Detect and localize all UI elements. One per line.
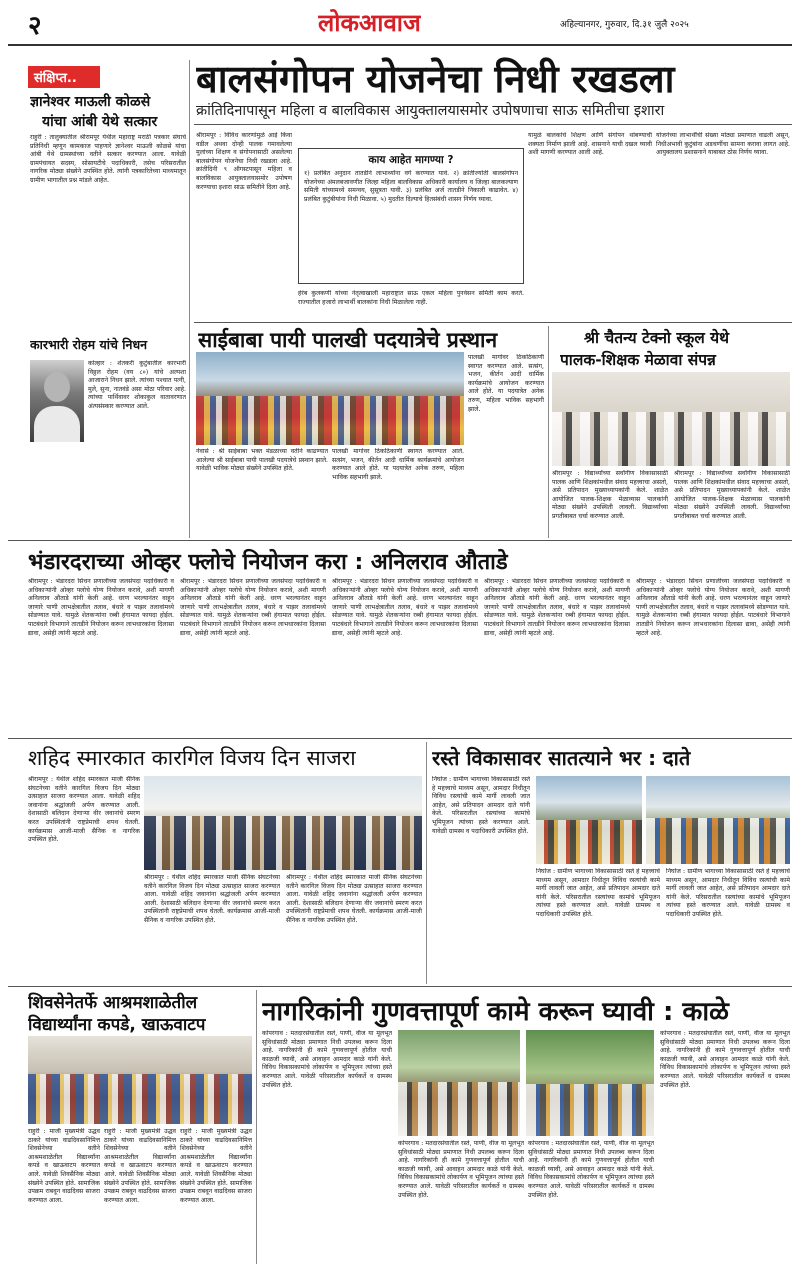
lead-body-3: यामुळे बालकांचे शिक्षण आणि संगोपन थांबण्याची शक्यता निर्माण झाली आहे. शासनाने याची दखल घ्यावी अशी मागणी करण्यात आली आहे.	[528, 132, 652, 157]
portrait-shoulders-shape	[34, 406, 80, 442]
section-rule-1	[8, 540, 792, 541]
kargil-body-1: श्रीरामपूर : येथील शहिद स्मारकात माजी सैनिक संघटनेच्या वतीने कारगिल विजय दिन मोठ्या उत्साहात साजरा करण्यात आला. यावेळी शहिद जवानांना श्रद्धांजली अर्पण करण्यात आली. देशासाठी बलिदान देणाऱ्या वीर जवानांचे स्मरण करत उपस्थितांनी राष्ट्रप्रेमाची शपथ घेतली. कार्यक्रमास आजी-माजी सैनिक व नागरिक उपस्थित होते.	[28, 776, 140, 844]
kale-body-3: कोपरगाव : मतदारसंघातील रस्ते, पाणी, वीज या मूलभूत सुविधांसाठी मोठ्या प्रमाणात निधी उपलब्ध करून दिला आहे. नागरिकांनी ही कामे गुणवत्तापूर्ण होतील याची काळजी घ्यावी, असे आवाहन आमदार काळे यांनी केले. विविध विकासकामांचे लोकार्पण व भूमिपूजन त्यांच्या हस्ते करण्यात आले. यावेळी परिसरातील कार्यकर्ते व ग्रामस्थ उपस्थित होते.	[528, 1140, 654, 1199]
chaitanya-photo	[552, 372, 790, 466]
obituary-body: कोल्हार : शेतकरी कुटुंबातील कारभारी विठ्ठल रोहम (वय ८०) यांचे अल्पशा आजाराने निधन झाले. त्यांच्या पश्चात पत्नी, मुले, सुना, नातवंडे असा मोठा परिवार आहे. त्यांच्या पार्थिवावर शोकाकुल वातावरणात अंत्यसंस्कार करण्यात आले.	[88, 360, 186, 410]
road-group-shape	[646, 818, 790, 864]
chaitanya-body: श्रीरामपूर : विद्यार्थ्यांच्या सर्वांगीण विकासासाठी पालक आणि शिक्षकांमधील संवाद महत्त्वाचा असतो, असे प्रतिपादन मुख्याध्यापकांनी केले. शाळेत आयोजित पालक-शिक्षक मेळाव्यास पालकांनी मोठ्या संख्येने उपस्थिती लावली. विद्यार्थ्यांच्या प्रगतीबाबत चर्चा करण्यात आली.	[552, 470, 668, 520]
portrait-photo	[30, 360, 84, 442]
ashram-body-2: राहुरी : माजी मुख्यमंत्री उद्धव ठाकरे यांच्या वाढदिवसानिमित्त शिवसेनेच्या वतीने आश्रमशाळेतील विद्यार्थ्यांना कपडे व खाऊवाटप करण्यात आले. यावेळी शिवसैनिक मोठ्या संख्येने उपस्थित होते. सामाजिक उपक्रम राबवून वाढदिवस साजरा करण्यात आला.	[104, 1128, 176, 1204]
chaitanya-headline: श्री चैतन्य टेक्नो स्कूल येथे	[584, 329, 730, 347]
ashram-photo	[28, 1036, 252, 1124]
kale-group-shape	[398, 1082, 520, 1136]
ashram-children-shape	[28, 1074, 252, 1124]
brief-headline-3: कारभारी रोहम यांचे निधन	[30, 337, 148, 352]
ashram-headline-2: विद्यार्थ्यांना कपडे, खाऊवाटप	[28, 1015, 206, 1035]
palkhi-caption: नेवासे : श्री साईबाबा भक्त मंडळाच्या वतीने काढण्यात आलेल्या श्री साईबाबा पायी पालखी पदयात्रेचे प्रस्थान झाले. यावेळी भाविक मोठ्या संख्येने उपस्थित होते.	[196, 448, 328, 473]
brief-headline-2: यांचा आंबी येथे सत्कार	[42, 114, 158, 130]
palkhi-body: पालखी मार्गावर ठिकठिकाणी स्वागत करण्यात आले. सत्संग, भजन, कीर्तन आदी धार्मिक कार्यक्रमांचे आयोजन करण्यात आले होते. या पदयात्रेत अनेक तरुण, महिला भाविक सहभागी झाले.	[332, 448, 464, 481]
road-crowd-shape	[536, 820, 642, 864]
brief-headline: ज्ञानेश्वर माऊली कोळसे	[30, 94, 151, 110]
lead-body-2: हेरंब कुलकर्णी यांच्या नेतृत्वाखाली महाराष्ट्रात साऊ एकल महिला पुनर्वसन समिती काम करते. राज्यातील हजारो लाभार्थी बालकांना निधी मिळालेला नाही.	[298, 290, 524, 306]
chaitanya-body-2: श्रीरामपूर : विद्यार्थ्यांच्या सर्वांगीण विकासासाठी पालक आणि शिक्षकांमधील संवाद महत्त्वाचा असतो, असे प्रतिपादन मुख्याध्यापकांनी केले. शाळेत आयोजित पालक-शिक्षक मेळाव्यास पालकांनी मोठ्या संख्येने उपस्थिती लावली. विद्यार्थ्यांच्या प्रगतीबाबत चर्चा करण्यात आली.	[674, 470, 790, 520]
lead-body-1: श्रीरामपूर : विविध कारणांमुळे आई किंवा वडील अथवा दोन्ही पालक गमावलेल्या मुलांच्या शिक्षण व संगोपनासाठी असलेल्या बालसंगोपन योजनेचा निधी रखडला आहे. क्रांतीदिनी ९ ऑगस्टपासून महिला व बालविकास आयुक्तालयासमोर उपोषण करण्याचा इशारा साऊ समितीने दिला आहे.	[196, 132, 292, 191]
bhandar-headline: भंडारदराच्या ओव्हर फ्लोचे नियोजन करा : अनिलराव औताडे	[28, 550, 508, 575]
masthead-rule	[8, 44, 792, 46]
page-number: २	[28, 11, 42, 41]
chaitanya-headline-2: पालक-शिक्षक मेळावा संपन्न	[560, 351, 716, 369]
palkhi-headline: साईबाबा पायी पालखी पदयात्रेचे प्रस्थान	[198, 328, 498, 352]
section-rule-3	[8, 986, 792, 987]
kargil-column-rule	[426, 742, 427, 984]
kargil-group-shape	[144, 816, 422, 870]
road-headline: रस्ते विकासावर सातत्याने भर : दाते	[432, 746, 691, 770]
demands-box-body: १) प्रलंबित अनुदान तातडीने लाभार्थ्यांना वर्ग करण्यात यावे. २) क्रांतीज्योती बालसंगोपन योजनेच्या अंमलबजावणीत जिल्हा महिला बालविकास अधिकारी कार्यालय व जिल्हा बालकल्याण समिती यांच्यामध्ये समन्वय, सुसूत्रता यावी. ३) प्रलंबित अर्ज तातडीने निकाली काढावेत. ४) प्रलंबित कुटुंबीयांना निधी मिळावा. ५) मुदतीत दिल्याचे हितसंबंधी शासन निर्णय घ्यावा.	[304, 170, 518, 203]
section-rule-2	[8, 738, 792, 739]
kale-inauguration-shape	[526, 1084, 654, 1136]
brief-body: राहुरी : तालुक्यातील श्रीरामपूर येथील महाराष्ट्र मराठी पत्रकार संघाचे प्रतिनिधी म्हणून कामकाज पाहणारे ज्ञानेश्वर माऊली कोळसे यांचा आंबी येथे ग्रामस्थांच्या वतीने सत्कार करण्यात आला. यावेळी ग्रामपंचायत सदस्य, सोसायटीचे पदाधिकारी, तसेच परिसरातील नागरिक मोठ्या संख्येने उपस्थित होते. त्यांनी पत्रकारितेच्या माध्यमातून ग्रामीण भागातील प्रश्न मांडले आहेत.	[30, 134, 186, 184]
demands-box	[298, 148, 524, 284]
lead-subhead: क्रांतिदिनापासून महिला व बालविकास आयुक्तालयासमोर उपोषणाचा साऊ समितीचा इशारा	[196, 103, 665, 119]
bhandar-body-1: श्रीरामपूर : भंडारदरा सिंचन प्रणालीच्या जलसंपदा पदाधिकारी व अधिकाऱ्यांनी ओव्हर फ्लोचे योग्य नियोजन करावे, अशी मागणी अनिलराव औताडे यांनी केली आहे. धरण भरल्यानंतर वाहून जाणारे पाणी लाभक्षेत्रातील तलाव, बंधारे व पाझर तलावांमध्ये सोडण्यात यावे. यामुळे शेतकऱ्यांना रब्बी हंगामात फायदा होईल. पाटबंधारे विभागाने तातडीने नियोजन करून लाभधारकांना दिलासा द्यावा, असेही त्यांनी म्हटले आहे.	[28, 578, 174, 637]
kale-headline: नागरिकांनी गुणवत्तापूर्ण कामे करून घ्यावी : काळे	[262, 997, 729, 1027]
lead-headline: बालसंगोपन योजनेचा निधी रखडला	[196, 57, 675, 101]
kale-body-4: कोपरगाव : मतदारसंघातील रस्ते, पाणी, वीज या मूलभूत सुविधांसाठी मोठ्या प्रमाणात निधी उपलब्ध करून दिला आहे. नागरिकांनी ही कामे गुणवत्तापूर्ण होतील याची काळजी घ्यावी, असे आवाहन आमदार काळे यांनी केले. विविध विकासकामांचे लोकार्पण व भूमिपूजन त्यांच्या हस्ते करण्यात आले. यावेळी परिसरातील कार्यकर्ते व ग्रामस्थ उपस्थित होते.	[660, 1030, 790, 1089]
road-body-1: निघोज : ग्रामीण भागाच्या विकासासाठी रस्ते हे महत्त्वाचे माध्यम असून, आमदार निधीतून विविध रस्त्यांची कामे मार्गी लावली जात आहेत, असे प्रतिपादन आमदार दाते यांनी केले. परिसरातील रस्त्यांच्या कामांचे भूमिपूजन त्यांच्या हस्ते करण्यात आले. यावेळी ग्रामस्थ व पदाधिकारी उपस्थित होते.	[432, 776, 530, 835]
road-photo-2	[646, 776, 790, 864]
bhandar-body-4: श्रीरामपूर : भंडारदरा सिंचन प्रणालीच्या जलसंपदा पदाधिकारी व अधिकाऱ्यांनी ओव्हर फ्लोचे योग्य नियोजन करावे, अशी मागणी अनिलराव औताडे यांनी केली आहे. धरण भरल्यानंतर वाहून जाणारे पाणी लाभक्षेत्रातील तलाव, बंधारे व पाझर तलावांमध्ये सोडण्यात यावे. यामुळे शेतकऱ्यांना रब्बी हंगामात फायदा होईल. पाटबंधारे विभागाने तातडीने नियोजन करून लाभधारकांना दिलासा द्यावा, असेही त्यांनी म्हटले आहे.	[484, 578, 630, 637]
newspaper-logo: लोकआवाज	[318, 9, 421, 37]
kargil-body-3: श्रीरामपूर : येथील शहिद स्मारकात माजी सैनिक संघटनेच्या वतीने कारगिल विजय दिन मोठ्या उत्साहात साजरा करण्यात आला. यावेळी शहिद जवानांना श्रद्धांजली अर्पण करण्यात आली. देशासाठी बलिदान देणाऱ्या वीर जवानांचे स्मरण करत उपस्थितांनी राष्ट्रप्रेमाची शपथ घेतली. कार्यक्रमास आजी-माजी सैनिक व नागरिक उपस्थित होते.	[286, 874, 422, 924]
lead-subhead-rule	[194, 124, 792, 125]
brief-badge-label: संक्षिप्त..	[34, 71, 77, 86]
ashram-body-1: राहुरी : माजी मुख्यमंत्री उद्धव ठाकरे यांच्या वाढदिवसानिमित्त शिवसेनेच्या वतीने आश्रमशाळेतील विद्यार्थ्यांना कपडे व खाऊवाटप करण्यात आले. यावेळी शिवसैनिक मोठ्या संख्येने उपस्थित होते. सामाजिक उपक्रम राबवून वाढदिवस साजरा करण्यात आला.	[28, 1128, 100, 1204]
palkhi-crowd-shape	[196, 396, 464, 445]
ashram-headline: शिवसेनेतर्फे आश्रमशाळेतील	[28, 993, 198, 1013]
demands-box-title: काय आहेत मागण्या ?	[368, 154, 454, 166]
road-body-2: निघोज : ग्रामीण भागाच्या विकासासाठी रस्ते हे महत्त्वाचे माध्यम असून, आमदार निधीतून विविध रस्त्यांची कामे मार्गी लावली जात आहेत, असे प्रतिपादन आमदार दाते यांनी केले. परिसरातील रस्त्यांच्या कामांचे भूमिपूजन त्यांच्या हस्ते करण्यात आले. यावेळी ग्रामस्थ व पदाधिकारी उपस्थित होते.	[536, 868, 660, 918]
kale-body-2: कोपरगाव : मतदारसंघातील रस्ते, पाणी, वीज या मूलभूत सुविधांसाठी मोठ्या प्रमाणात निधी उपलब्ध करून दिला आहे. नागरिकांनी ही कामे गुणवत्तापूर्ण होतील याची काळजी घ्यावी, असे आवाहन आमदार काळे यांनी केले. विविध विकासकामांचे लोकार्पण व भूमिपूजन त्यांच्या हस्ते करण्यात आले. यावेळी परिसरातील कार्यकर्ते व ग्रामस्थ उपस्थित होते.	[398, 1140, 524, 1199]
kale-photo-1	[398, 1030, 520, 1136]
palkhi-column-rule	[548, 326, 549, 538]
kargil-photo	[144, 776, 422, 870]
kargil-headline: शहिद स्मारकात कारगिल विजय दिन साजरा	[28, 746, 356, 770]
kale-photo-2	[526, 1030, 654, 1136]
lead-body-4: योजनेच्या लाभार्थींची संख्या मोठ्या प्रमाणात वाढली असून, निधीअभावी कुटुंबांना अडचणींचा सामना करावा लागत आहे. आयुक्तालय प्रशासनाने याबाबत ठोस निर्णय घ्यावा.	[656, 132, 790, 157]
dateline: अहिल्यानगर, गुरुवार, दि.३१ जुलै २०२५	[560, 20, 689, 30]
kale-body-1: कोपरगाव : मतदारसंघातील रस्ते, पाणी, वीज या मूलभूत सुविधांसाठी मोठ्या प्रमाणात निधी उपलब्ध करून दिला आहे. नागरिकांनी ही कामे गुणवत्तापूर्ण होतील याची काळजी घ्यावी, असे आवाहन आमदार काळे यांनी केले. विविध विकासकामांचे लोकार्पण व भूमिपूजन त्यांच्या हस्ते करण्यात आले. यावेळी परिसरातील कार्यकर्ते व ग्रामस्थ उपस्थित होते.	[262, 1030, 392, 1089]
brief-column-rule	[189, 60, 190, 538]
palkhi-body-side: पालखी मार्गावर ठिकठिकाणी स्वागत करण्यात आले. सत्संग, भजन, कीर्तन आदी धार्मिक कार्यक्रमांचे आयोजन करण्यात आले होते. या पदयात्रेत अनेक तरुण, महिला भाविक सहभागी झाले.	[468, 354, 544, 413]
chaitanya-audience-shape	[552, 412, 790, 466]
road-photo-1	[536, 776, 642, 864]
bhandar-body-2: श्रीरामपूर : भंडारदरा सिंचन प्रणालीच्या जलसंपदा पदाधिकारी व अधिकाऱ्यांनी ओव्हर फ्लोचे योग्य नियोजन करावे, अशी मागणी अनिलराव औताडे यांनी केली आहे. धरण भरल्यानंतर वाहून जाणारे पाणी लाभक्षेत्रातील तलाव, बंधारे व पाझर तलावांमध्ये सोडण्यात यावे. यामुळे शेतकऱ्यांना रब्बी हंगामात फायदा होईल. पाटबंधारे विभागाने तातडीने नियोजन करून लाभधारकांना दिलासा द्यावा, असेही त्यांनी म्हटले आहे.	[180, 578, 326, 637]
portrait-face-shape	[44, 372, 70, 402]
kargil-body-2: श्रीरामपूर : येथील शहिद स्मारकात माजी सैनिक संघटनेच्या वतीने कारगिल विजय दिन मोठ्या उत्साहात साजरा करण्यात आला. यावेळी शहिद जवानांना श्रद्धांजली अर्पण करण्यात आली. देशासाठी बलिदान देणाऱ्या वीर जवानांचे स्मरण करत उपस्थितांनी राष्ट्रप्रेमाची शपथ घेतली. कार्यक्रमास आजी-माजी सैनिक व नागरिक उपस्थित होते.	[144, 874, 280, 924]
brief-badge	[28, 66, 100, 88]
lead-bottom-rule	[194, 322, 792, 323]
bhandar-body-5: श्रीरामपूर : भंडारदरा सिंचन प्रणालीच्या जलसंपदा पदाधिकारी व अधिकाऱ्यांनी ओव्हर फ्लोचे योग्य नियोजन करावे, अशी मागणी अनिलराव औताडे यांनी केली आहे. धरण भरल्यानंतर वाहून जाणारे पाणी लाभक्षेत्रातील तलाव, बंधारे व पाझर तलावांमध्ये सोडण्यात यावे. यामुळे शेतकऱ्यांना रब्बी हंगामात फायदा होईल. पाटबंधारे विभागाने तातडीने नियोजन करून लाभधारकांना दिलासा द्यावा, असेही त्यांनी म्हटले आहे.	[636, 578, 790, 637]
bhandar-body-3: श्रीरामपूर : भंडारदरा सिंचन प्रणालीच्या जलसंपदा पदाधिकारी व अधिकाऱ्यांनी ओव्हर फ्लोचे योग्य नियोजन करावे, अशी मागणी अनिलराव औताडे यांनी केली आहे. धरण भरल्यानंतर वाहून जाणारे पाणी लाभक्षेत्रातील तलाव, बंधारे व पाझर तलावांमध्ये सोडण्यात यावे. यामुळे शेतकऱ्यांना रब्बी हंगामात फायदा होईल. पाटबंधारे विभागाने तातडीने नियोजन करून लाभधारकांना दिलासा द्यावा, असेही त्यांनी म्हटले आहे.	[332, 578, 478, 637]
ashram-column-rule	[256, 990, 257, 1264]
palkhi-photo	[196, 352, 464, 445]
road-body-3: निघोज : ग्रामीण भागाच्या विकासासाठी रस्ते हे महत्त्वाचे माध्यम असून, आमदार निधीतून विविध रस्त्यांची कामे मार्गी लावली जात आहेत, असे प्रतिपादन आमदार दाते यांनी केले. परिसरातील रस्त्यांच्या कामांचे भूमिपूजन त्यांच्या हस्ते करण्यात आले. यावेळी ग्रामस्थ व पदाधिकारी उपस्थित होते.	[666, 868, 790, 918]
masthead	[0, 0, 800, 48]
ashram-body-3: राहुरी : माजी मुख्यमंत्री उद्धव ठाकरे यांच्या वाढदिवसानिमित्त शिवसेनेच्या वतीने आश्रमशाळेतील विद्यार्थ्यांना कपडे व खाऊवाटप करण्यात आले. यावेळी शिवसैनिक मोठ्या संख्येने उपस्थित होते. सामाजिक उपक्रम राबवून वाढदिवस साजरा करण्यात आला.	[180, 1128, 252, 1204]
